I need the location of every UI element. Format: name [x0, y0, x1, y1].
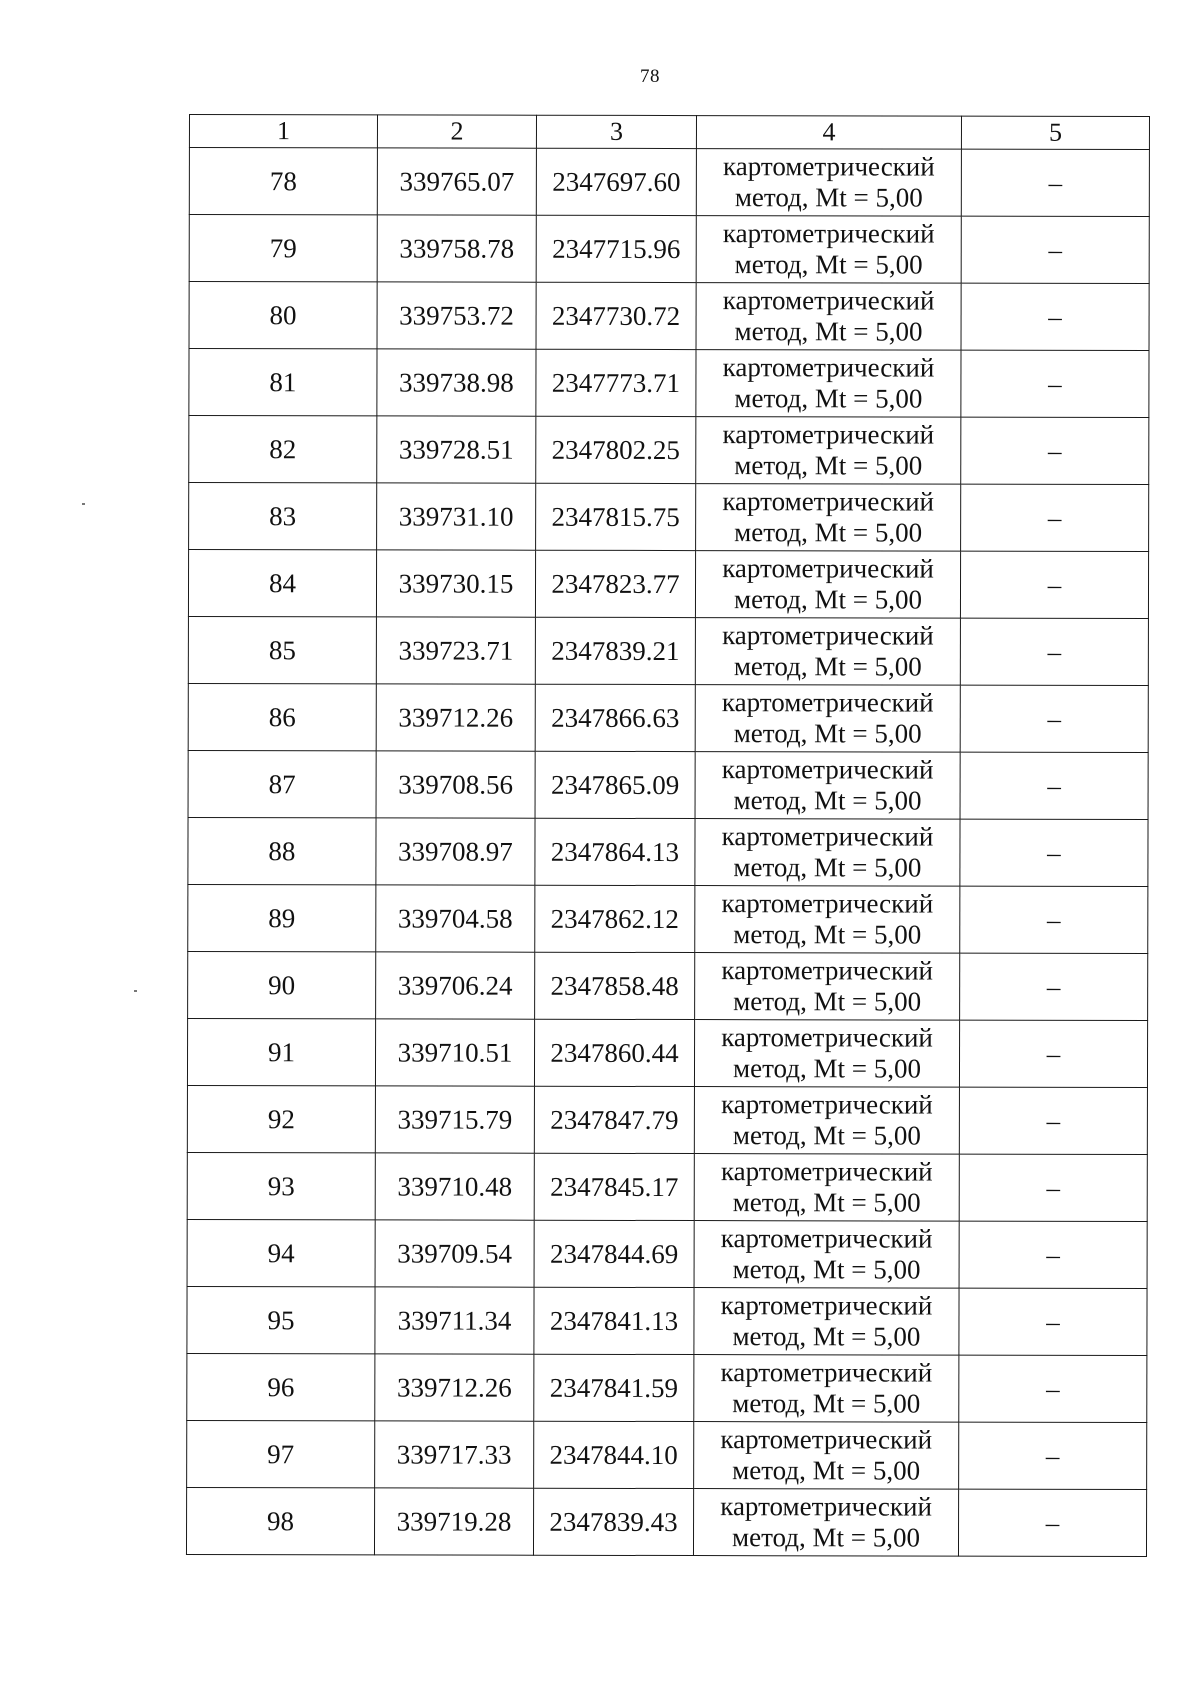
- x-coordinate-cell: 339710.48: [375, 1153, 534, 1220]
- method-cell: [696, 484, 961, 552]
- method-cell: [696, 149, 961, 217]
- scan-speck: [82, 503, 85, 505]
- note-cell: –: [959, 1221, 1147, 1288]
- note-cell: –: [961, 283, 1149, 350]
- method-line-2: метод, Mt = 5,00: [732, 1455, 921, 1486]
- method-line-1: картометрический: [720, 1223, 933, 1254]
- point-number-cell: 91: [187, 1018, 375, 1085]
- method-cell: [695, 953, 960, 1021]
- scan-speck: [134, 990, 137, 992]
- note-cell: –: [959, 1087, 1147, 1154]
- x-coordinate-cell: 339706.24: [376, 952, 535, 1019]
- x-coordinate-cell: 339710.51: [375, 1019, 534, 1086]
- table-row: [188, 951, 1148, 1020]
- method-cell: [694, 1087, 959, 1155]
- method-cell: [694, 1154, 959, 1222]
- method-line-2: метод, Mt = 5,00: [734, 182, 923, 213]
- table-row: [187, 1286, 1147, 1355]
- point-number-cell: 96: [187, 1353, 375, 1420]
- table-row: [186, 1487, 1146, 1556]
- method-line-1: картометрический: [723, 151, 935, 182]
- y-coordinate-cell: 2347815.75: [536, 483, 696, 550]
- x-coordinate-cell: 339730.15: [376, 550, 535, 617]
- method-line-1: картометрический: [721, 687, 934, 718]
- method-cell: [695, 819, 960, 887]
- y-coordinate-cell: 2347841.59: [534, 1354, 694, 1421]
- coordinates-table-container: [186, 114, 1149, 1557]
- table-row: [188, 550, 1148, 619]
- method-cell: [693, 1489, 958, 1557]
- y-coordinate-cell: 2347697.60: [536, 148, 696, 215]
- table-row: [189, 148, 1149, 217]
- method-cell: [696, 283, 961, 351]
- x-coordinate-cell: 339708.97: [376, 818, 535, 885]
- note-cell: –: [961, 350, 1149, 417]
- point-number-cell: 92: [187, 1085, 375, 1152]
- note-cell: –: [961, 216, 1149, 283]
- point-number-cell: 97: [187, 1420, 375, 1487]
- method-line-2: метод, Mt = 5,00: [734, 249, 923, 280]
- method-line-1: картометрический: [722, 218, 935, 249]
- point-number-cell: 95: [187, 1286, 375, 1353]
- table-row: [189, 483, 1149, 552]
- table-row: [187, 1018, 1147, 1087]
- method-line-2: метод, Mt = 5,00: [733, 919, 922, 950]
- table-row: [189, 282, 1149, 351]
- point-number-cell: 88: [188, 817, 376, 884]
- point-number-cell: 82: [189, 416, 377, 483]
- y-coordinate-cell: 2347823.77: [535, 550, 695, 617]
- point-number-cell: 86: [188, 683, 376, 750]
- x-coordinate-cell: 339717.33: [375, 1421, 534, 1488]
- method-line-2: метод, Mt = 5,00: [733, 785, 922, 816]
- method-line-2: метод, Mt = 5,00: [733, 852, 922, 883]
- note-cell: –: [959, 1020, 1147, 1087]
- note-cell: –: [960, 618, 1148, 685]
- point-number-cell: 78: [189, 148, 377, 215]
- table-row: [187, 1353, 1147, 1422]
- coordinates-table: [186, 114, 1150, 1557]
- x-coordinate-cell: 339704.58: [376, 885, 535, 952]
- table-row: [189, 349, 1149, 418]
- x-coordinate-cell: 339712.26: [376, 684, 535, 751]
- y-coordinate-cell: 2347802.25: [536, 416, 696, 483]
- table-row: [187, 1219, 1147, 1288]
- method-cell: [696, 417, 961, 485]
- point-number-cell: 90: [188, 951, 376, 1018]
- header-col-4: 4: [696, 116, 961, 150]
- method-cell: [694, 1355, 959, 1423]
- header-col-1: 1: [189, 115, 377, 148]
- point-number-cell: 89: [188, 884, 376, 951]
- note-cell: –: [959, 1422, 1147, 1489]
- method-cell: [695, 618, 960, 686]
- x-coordinate-cell: 339738.98: [377, 349, 536, 416]
- note-cell: –: [959, 1154, 1147, 1221]
- x-coordinate-cell: 339709.54: [375, 1220, 534, 1287]
- y-coordinate-cell: 2347839.21: [535, 617, 695, 684]
- method-line-2: метод, Mt = 5,00: [734, 383, 923, 414]
- method-line-1: картометрический: [721, 955, 934, 986]
- y-coordinate-cell: 2347847.79: [534, 1086, 694, 1153]
- note-cell: –: [960, 886, 1148, 953]
- method-line-2: метод, Mt = 5,00: [732, 1053, 922, 1084]
- method-cell: [695, 752, 960, 820]
- method-line-1: картометрический: [721, 1022, 933, 1053]
- method-line-1: картометрический: [722, 419, 935, 450]
- method-line-1: картометрический: [720, 1491, 932, 1522]
- x-coordinate-cell: 339711.34: [375, 1287, 534, 1354]
- point-number-cell: 83: [189, 483, 377, 550]
- note-cell: –: [959, 1355, 1147, 1422]
- y-coordinate-cell: 2347858.48: [535, 952, 695, 1019]
- y-coordinate-cell: 2347715.96: [536, 215, 696, 282]
- table-row: [188, 817, 1148, 886]
- method-line-1: картометрический: [720, 1156, 933, 1187]
- note-cell: –: [961, 484, 1149, 551]
- x-coordinate-cell: 339731.10: [377, 483, 536, 550]
- method-line-1: картометрический: [722, 553, 934, 584]
- note-cell: –: [958, 1489, 1146, 1556]
- method-line-1: картометрический: [722, 486, 935, 517]
- note-cell: –: [960, 685, 1148, 752]
- method-line-1: картометрический: [721, 1089, 933, 1120]
- page-number: 78: [640, 66, 660, 87]
- method-line-1: картометрический: [721, 888, 934, 919]
- x-coordinate-cell: 339723.71: [376, 617, 535, 684]
- x-coordinate-cell: 339758.78: [377, 215, 536, 282]
- point-number-cell: 84: [188, 550, 376, 617]
- method-cell: [695, 685, 960, 753]
- y-coordinate-cell: 2347866.63: [535, 684, 695, 751]
- method-line-2: метод, Mt = 5,00: [734, 517, 923, 548]
- point-number-cell: 79: [189, 215, 377, 282]
- method-cell: [694, 1221, 959, 1289]
- y-coordinate-cell: 2347860.44: [534, 1019, 694, 1086]
- point-number-cell: 87: [188, 750, 376, 817]
- point-number-cell: 81: [189, 349, 377, 416]
- method-line-2: метод, Mt = 5,00: [732, 1120, 921, 1151]
- table-row: [187, 1085, 1147, 1154]
- method-cell: [695, 551, 960, 619]
- point-number-cell: 94: [187, 1219, 375, 1286]
- table-body: [186, 148, 1149, 1557]
- table-row: [187, 1152, 1147, 1221]
- table-row: [188, 750, 1148, 819]
- note-cell: –: [961, 417, 1149, 484]
- x-coordinate-cell: 339715.79: [375, 1086, 534, 1153]
- table-row: [188, 884, 1148, 953]
- header-col-3: 3: [536, 115, 696, 148]
- method-line-2: метод, Mt = 5,00: [732, 1321, 921, 1352]
- method-line-1: картометрический: [720, 1357, 933, 1388]
- point-number-cell: 93: [187, 1152, 375, 1219]
- method-line-2: метод, Mt = 5,00: [733, 718, 922, 749]
- method-line-1: картометрический: [722, 285, 935, 316]
- header-row: [189, 115, 1149, 150]
- y-coordinate-cell: 2347841.13: [534, 1287, 694, 1354]
- point-number-cell: 98: [186, 1487, 374, 1554]
- y-coordinate-cell: 2347845.17: [534, 1153, 694, 1220]
- note-cell: –: [960, 551, 1148, 618]
- table-row: [188, 616, 1148, 685]
- table-header: [189, 115, 1149, 150]
- x-coordinate-cell: 339708.56: [376, 751, 535, 818]
- method-line-2: метод, Mt = 5,00: [733, 986, 922, 1017]
- method-line-1: картометрический: [722, 620, 934, 651]
- y-coordinate-cell: 2347862.12: [535, 885, 695, 952]
- table-row: [188, 683, 1148, 752]
- table-row: [187, 1420, 1147, 1489]
- method-line-2: метод, Mt = 5,00: [734, 450, 923, 481]
- note-cell: –: [960, 752, 1148, 819]
- method-line-2: метод, Mt = 5,00: [733, 651, 922, 682]
- method-line-2: метод, Mt = 5,00: [733, 584, 923, 615]
- method-line-1: картометрический: [722, 352, 935, 383]
- method-cell: [694, 1422, 959, 1490]
- method-line-1: картометрический: [720, 1424, 933, 1455]
- method-cell: [696, 216, 961, 284]
- y-coordinate-cell: 2347864.13: [535, 818, 695, 885]
- method-line-1: картометрический: [720, 1290, 933, 1321]
- table-row: [189, 215, 1149, 284]
- method-cell: [694, 1288, 959, 1356]
- method-line-1: картометрический: [721, 821, 934, 852]
- table-row: [189, 416, 1149, 485]
- x-coordinate-cell: 339728.51: [377, 416, 536, 483]
- y-coordinate-cell: 2347844.69: [534, 1220, 694, 1287]
- y-coordinate-cell: 2347773.71: [536, 349, 696, 416]
- header-col-5: 5: [961, 116, 1149, 149]
- x-coordinate-cell: 339712.26: [375, 1354, 534, 1421]
- method-line-2: метод, Mt = 5,00: [732, 1522, 921, 1553]
- x-coordinate-cell: 339753.72: [377, 282, 536, 349]
- point-number-cell: 80: [189, 282, 377, 349]
- note-cell: –: [960, 819, 1148, 886]
- method-cell: [695, 886, 960, 954]
- point-number-cell: 85: [188, 616, 376, 683]
- method-cell: [694, 1020, 959, 1088]
- y-coordinate-cell: 2347839.43: [533, 1488, 693, 1555]
- y-coordinate-cell: 2347865.09: [535, 751, 695, 818]
- x-coordinate-cell: 339765.07: [377, 148, 536, 215]
- method-line-2: метод, Mt = 5,00: [732, 1254, 921, 1285]
- note-cell: –: [960, 953, 1148, 1020]
- y-coordinate-cell: 2347730.72: [536, 282, 696, 349]
- method-line-2: метод, Mt = 5,00: [734, 316, 923, 347]
- note-cell: –: [961, 149, 1149, 216]
- method-line-1: картометрический: [721, 754, 934, 785]
- x-coordinate-cell: 339719.28: [374, 1488, 533, 1555]
- y-coordinate-cell: 2347844.10: [534, 1421, 694, 1488]
- method-line-2: метод, Mt = 5,00: [732, 1388, 921, 1419]
- note-cell: –: [959, 1288, 1147, 1355]
- header-col-2: 2: [377, 115, 536, 148]
- method-line-2: метод, Mt = 5,00: [732, 1187, 921, 1218]
- method-cell: [696, 350, 961, 418]
